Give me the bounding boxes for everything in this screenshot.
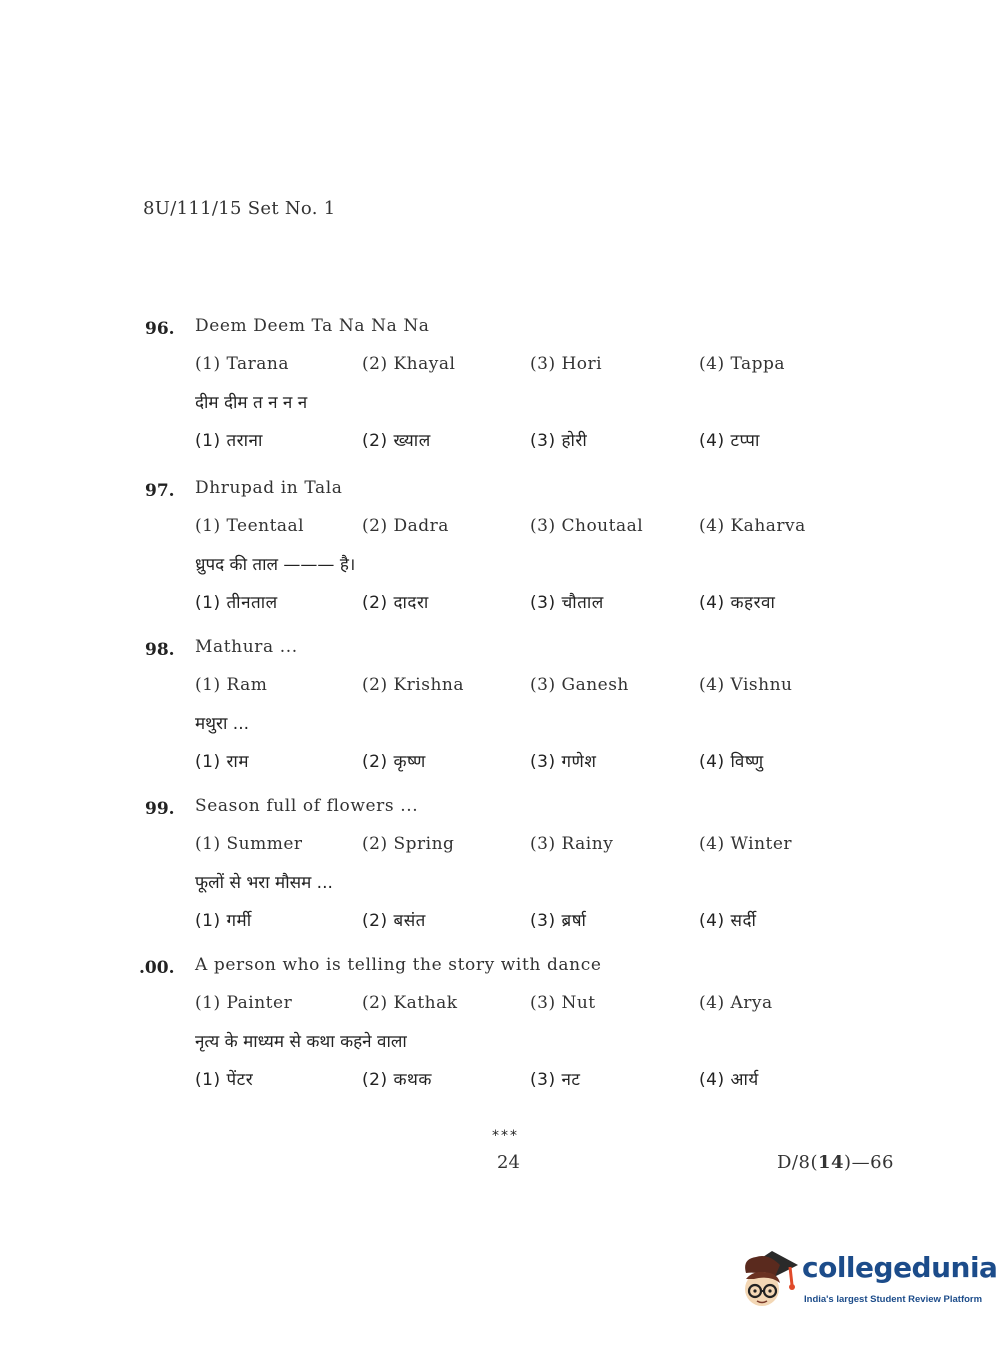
- option-hindi: (1) तराना: [195, 431, 263, 451]
- option-hindi: (3) चौताल: [530, 593, 604, 613]
- question-text-english: Dhrupad in Tala: [195, 478, 343, 498]
- option-hindi: (2) ख्याल: [362, 431, 431, 451]
- booklet-code-bold: 14: [817, 1152, 845, 1173]
- option-hindi: (2) कथक: [362, 1070, 432, 1090]
- question-number: 99.: [145, 799, 175, 819]
- option-hindi: (3) नट: [530, 1070, 581, 1090]
- option-english: (2) Spring: [362, 834, 455, 854]
- option-english: (1) Teentaal: [195, 516, 305, 536]
- question-number: .00.: [139, 958, 175, 978]
- option-english: (3) Choutaal: [530, 516, 644, 536]
- option-english: (4) Arya: [699, 993, 773, 1013]
- option-english: (4) Kaharva: [699, 516, 806, 536]
- option-hindi: (4) कहरवा: [699, 593, 776, 613]
- option-hindi: (3) ब्रर्षा: [530, 911, 587, 931]
- option-english: (1) Summer: [195, 834, 303, 854]
- paper-code-header: 8U/111/15 Set No. 1: [143, 198, 336, 219]
- question-number: 98.: [145, 640, 175, 660]
- option-english: (3) Hori: [530, 354, 603, 374]
- option-hindi: (1) पेंटर: [195, 1070, 254, 1090]
- logo-wordmark: collegedunia: [802, 1251, 998, 1284]
- option-english: (1) Painter: [195, 993, 293, 1013]
- option-hindi: (2) दादरा: [362, 593, 429, 613]
- mascot-icon: [740, 1245, 798, 1309]
- option-hindi: (3) गणेश: [530, 752, 597, 772]
- question-text-english: Deem Deem Ta Na Na Na: [195, 316, 430, 336]
- logo-tagline: India's largest Student Review Platform: [804, 1294, 983, 1305]
- question-text-hindi: दीम दीम त न न न: [195, 393, 308, 413]
- option-english: (3) Rainy: [530, 834, 614, 854]
- option-hindi: (1) गर्मी: [195, 911, 252, 931]
- question-number: 97.: [145, 481, 175, 501]
- option-english: (2) Dadra: [362, 516, 449, 536]
- option-english: (4) Tappa: [699, 354, 786, 374]
- option-english: (2) Krishna: [362, 675, 465, 695]
- option-hindi: (2) कृष्ण: [362, 752, 426, 772]
- option-hindi: (4) सर्दी: [699, 911, 757, 931]
- question-text-hindi: मथुरा ...: [195, 714, 250, 734]
- question-text-hindi: नृत्य के माध्यम से कथा कहने वाला: [195, 1032, 407, 1052]
- option-hindi: (4) आर्य: [699, 1070, 759, 1090]
- question-text-hindi: ध्रुपद की ताल ——— है।: [195, 555, 356, 575]
- option-english: (1) Ram: [195, 675, 268, 695]
- question-text-hindi: फूलों से भरा मौसम ...: [195, 873, 333, 893]
- collegedunia-logo: [740, 1245, 998, 1315]
- option-english: (2) Kathak: [362, 993, 458, 1013]
- page-number: 24: [497, 1152, 520, 1173]
- question-number: 96.: [145, 319, 175, 339]
- option-hindi: (1) राम: [195, 752, 250, 772]
- question-text-english: Mathura ...: [195, 637, 298, 657]
- booklet-code-prefix: D/8(: [777, 1152, 818, 1173]
- option-english: (4) Vishnu: [699, 675, 793, 695]
- option-hindi: (4) विष्णु: [699, 752, 764, 772]
- end-stars: ***: [492, 1128, 519, 1144]
- question-text-english: A person who is telling the story with dance: [195, 955, 602, 975]
- booklet-code-suffix: )—66: [844, 1152, 894, 1173]
- option-english: (2) Khayal: [362, 354, 456, 374]
- booklet-code: [777, 1152, 894, 1173]
- option-english: (4) Winter: [699, 834, 793, 854]
- option-hindi: (4) टप्पा: [699, 431, 760, 451]
- option-hindi: (1) तीनताल: [195, 593, 278, 613]
- option-english: (3) Nut: [530, 993, 596, 1013]
- option-english: (1) Tarana: [195, 354, 289, 374]
- question-text-english: Season full of flowers ...: [195, 796, 419, 816]
- option-hindi: (2) बसंत: [362, 911, 426, 931]
- option-hindi: (3) होरी: [530, 431, 588, 451]
- option-english: (3) Ganesh: [530, 675, 629, 695]
